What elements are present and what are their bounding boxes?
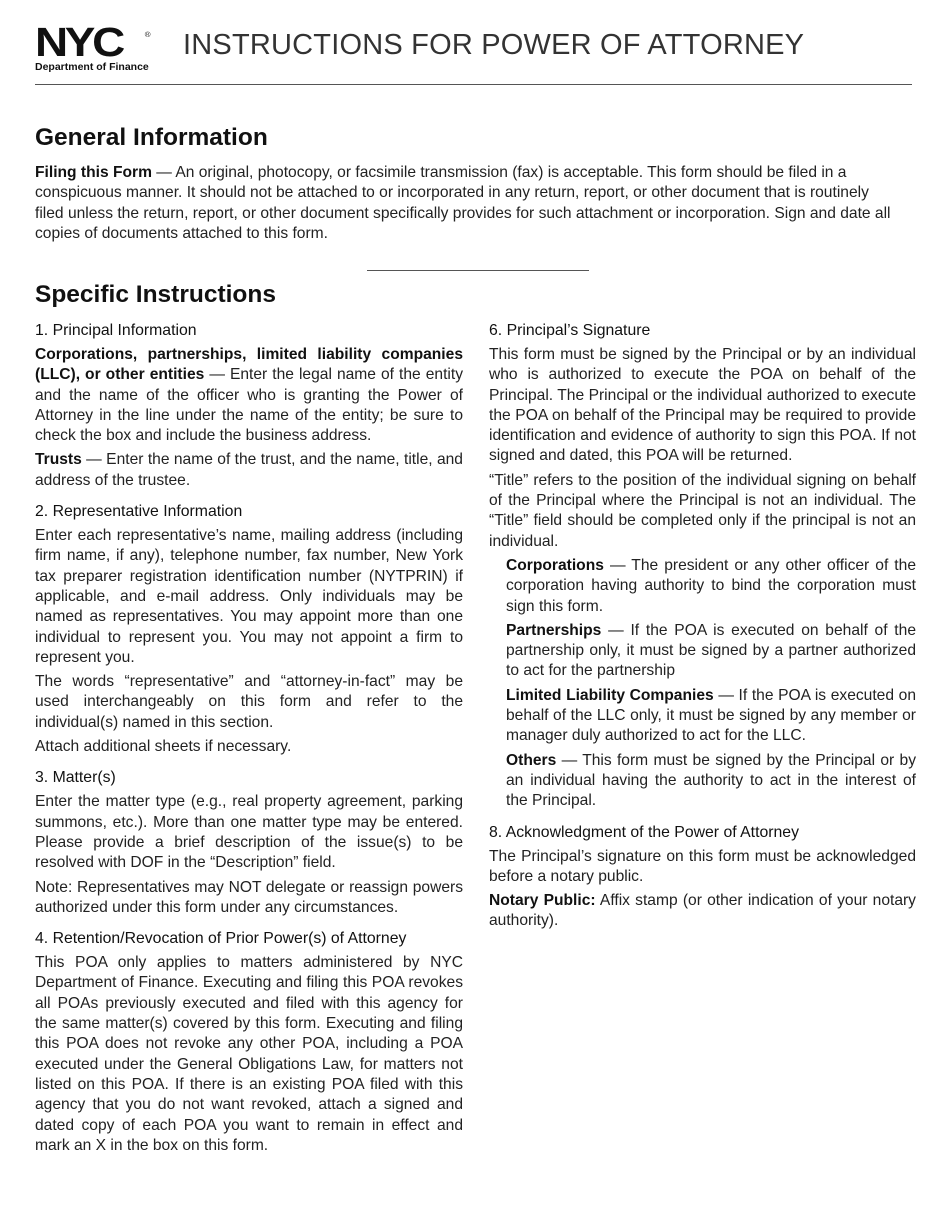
specific-instructions-heading: Specific Instructions (35, 281, 276, 308)
representative-paragraph-2: The words “representative” and “attorney-in-fact” may be used interchangeably on this form and refer to the individual(s) named in this section. (35, 673, 463, 731)
section-retention-revocation (35, 928, 463, 1156)
section-principals-signature (489, 320, 916, 812)
acknowledgment-paragraph: The Principal’s signature on this form must be acknowledged before a notary public. (489, 847, 916, 885)
department-name: Department of Finance (35, 61, 149, 73)
nyc-logo-mark: NYC ® (35, 19, 151, 65)
signature-llc: Limited Liability Companies — If the POA is executed on behalf of the LLC only, it must be signed by any member or manager duly authorized to act for the LLC. (506, 686, 916, 745)
nyc-dof-logo (35, 19, 160, 73)
section-principal-information (35, 320, 463, 491)
signature-paragraph-1: This form must be signed by the Principal or by an individual who is authorized to execute the POA on behalf of the Principal. The Principal or the individual authorized to execute the POA on behalf of the Principal may be required to provide identification and evidence of authority to sign this POA. If not signed and dated, this POA will be returned. (489, 346, 916, 465)
section-matters (35, 767, 463, 918)
matters-paragraph-1: Enter the matter type (e.g., real property agreement, parking summons, etc.). More than one matter type may be entered. Please provide a brief description of the issue(s) to be resolved with DOF in the “Description” field. (35, 793, 463, 872)
section-acknowledgment (489, 822, 916, 932)
section-1-heading: 1. Principal Information (35, 322, 197, 339)
section-4-heading: 4. Retention/Revocation of Prior Power(s) of Attorney (35, 930, 407, 948)
signature-others: Others — This form must be signed by the Principal or by an individual having the authority to act in the interest of the Principal. (506, 751, 916, 810)
retention-paragraph: This POA only applies to matters administered by NYC Department of Finance. Executing and filing this POA revokes all POAs previously executed and filed with this agency for the same matter(s) covered by this form. Executing and filing this POA does not revoke any other POA, including a POA executed under the General Obligations Law, for matters not listed on this POA. If there is an existing POA filed with this agency that you do not want revoked, attach a signed and dated copy of each POA you want to remain in effect and mark an X in the box on this form. (35, 954, 463, 1154)
page-header (35, 0, 912, 85)
signature-corporations: Corporations — The president or any other officer of the corporation having authority to bind the corporation must sign this form. (506, 556, 916, 615)
trusts-paragraph: Trusts — Enter the name of the trust, and the name, title, and address of the trustee. (35, 451, 463, 489)
document-page (35, 0, 916, 1154)
section-8-heading: 8. Acknowledgment of the Power of Attorney (489, 823, 799, 841)
matters-paragraph-2: Note: Representatives may NOT delegate or reassign powers authorized under this form under any circumstances. (35, 878, 463, 916)
representative-paragraph-1: Enter each representative’s name, mailing address (including firm name, if any), telephone number, fax number, New York tax preparer registration identification number (NYTPRIN) if applicable, and e-mail address. Only individuals may be named as representatives. You may appoint more than one individual to represent you. You may not appoint a firm to represent you. (35, 527, 463, 666)
section-divider (367, 270, 589, 271)
notary-paragraph: Notary Public: Affix stamp (or other indication of your notary authority). (489, 892, 916, 930)
filing-this-form-paragraph: Filing this Form — An original, photocopy, or facsimile transmission (fax) is acceptable. This form should be filed in a conspicuous manner. It should not be attached to or incorporated in any return, report, or other document that is routinely filed unless the return, report, or other document specifically provides for such attachment or incorporation. Sign and date all copies of documents attached to this form. (35, 164, 891, 242)
section-3-heading: 3. Matter(s) (35, 769, 116, 787)
section-representative-information (35, 501, 463, 757)
representative-paragraph-3: Attach additional sheets if necessary. (35, 738, 292, 756)
section-6-heading: 6. Principal’s Signature (489, 322, 651, 339)
page-title: INSTRUCTIONS FOR POWER OF ATTORNEY (183, 29, 805, 61)
corporations-paragraph: Corporations, partnerships, limited liability companies (LLC), or other entities — Enter the legal name of the entity and the name of the officer who is granting the Power of Attorney in the line under the name of the entity; be sure to check the box and include the business address. (35, 346, 463, 445)
general-information-heading: General Information (35, 124, 268, 151)
section-2-heading: 2. Representative Information (35, 503, 243, 521)
left-column (35, 320, 463, 1166)
signature-partnerships: Partnerships — If the POA is executed on behalf of the partnership only, it must be signed by a partner authorized to act for the partnership (506, 621, 916, 680)
signature-paragraph-2: “Title” refers to the position of the individual signing on behalf of the Principal where the Principal is not an individual. The “Title” field should be completed only if the principal is not an individual. (489, 471, 916, 550)
right-column (489, 320, 916, 942)
